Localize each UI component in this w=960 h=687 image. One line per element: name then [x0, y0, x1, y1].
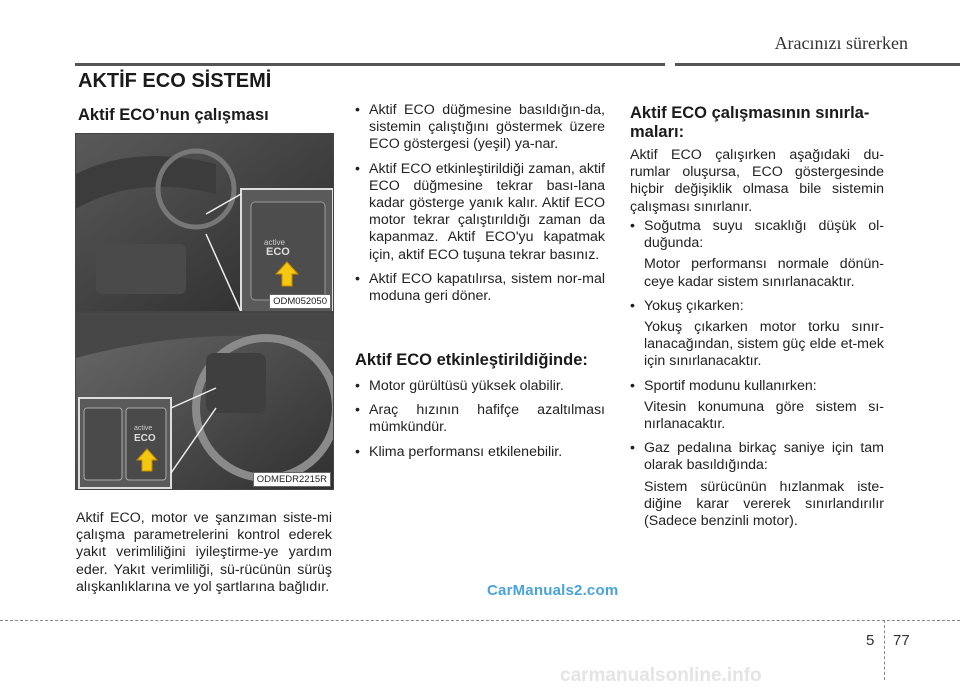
- list-item: • Klima performansı etkilenebilir.: [355, 444, 605, 461]
- figure-code: ODM052050: [269, 294, 331, 309]
- col3-heading: [630, 104, 890, 142]
- list-item: [630, 218, 884, 291]
- list-item: • Aktif ECO etkinleştirildiği zaman, aktif ECO düğmesine tekrar bası-lana kadar gösterge yanık kalır. Aktif ECO motor tekrar çalıştırıldığı zaman da kapanmaz. Aktif ECO'yu kapatmak için, aktif ECO tuşuna tekrar basınız.: [355, 161, 605, 264]
- figure-dashboard-eco-label-top: active: [134, 425, 153, 432]
- condition-label: Sportif modunu kullanırken:: [644, 377, 817, 394]
- list-item: • Aktif ECO düğmesine basıldığın-da, sistemin çalıştığını göstermek üzere ECO göstergesi (yeşil) ya-nar.: [355, 102, 605, 154]
- header-rule: [75, 63, 960, 66]
- col3-heading-line1: Aktif ECO çalışmasının sınırla-: [630, 104, 870, 122]
- figure-dashboard-eco-label-bottom: ECO: [134, 433, 156, 444]
- col3-intro: Aktif ECO çalışırken aşağıdaki du-rumlar oluşursa, ECO göstergesinde hiçbir değişiklik olmasa bile sistemin çalışması sınırlanır.: [630, 147, 884, 215]
- watermark[interactable]: CarManuals2.com: [487, 582, 619, 599]
- figure-code: ODMEDR2215R: [253, 472, 331, 487]
- figure-eco-button-label-top: active: [264, 238, 285, 247]
- condition-label: Soğutma suyu sıcaklığı düşük ol-duğunda:: [644, 218, 884, 252]
- footer-rule: [0, 620, 960, 621]
- list-item: [630, 298, 884, 371]
- figure-dashboard-eco: [75, 312, 334, 490]
- col3-condition-list: [630, 218, 884, 537]
- list-item: • Araç hızının hafifçe azaltılması mümkündür.: [355, 402, 605, 436]
- col2-bullet-list-2: [355, 378, 605, 468]
- col1-paragraph: Aktif ECO, motor ve şanzıman siste-mi çalışma parametrelerini kontrol ederek yakıt verimliliğini iyileştirme-ye yardım eder. Yakıt verimliliği, sü-rücünün sürüş alışkanlıklarına ve yol şartlarına bağlıdır.: [76, 510, 332, 595]
- condition-label: Gaz pedalına birkaç saniye için tam olarak basıldığında:: [644, 440, 884, 474]
- figure-eco-button-label-bottom: ECO: [266, 246, 290, 258]
- col1-heading: Aktif ECO’nun çalışması: [78, 106, 269, 124]
- footer-page-number: 77: [893, 632, 910, 649]
- condition-detail: Motor performansı normale dönün-ceye kadar sistem sınırlanacaktır.: [644, 256, 884, 290]
- footer-section-number: 5: [866, 632, 875, 649]
- col2-heading: Aktif ECO etkinleştirildiğinde:: [355, 351, 588, 369]
- site-watermark: carmanualsonline.info: [560, 665, 762, 686]
- condition-detail: Sistem sürücünün hızlanmak iste-diğine karar vererek sınırlandırılır (Sadece benzinli motor).: [644, 478, 884, 530]
- footer-divider: [884, 620, 885, 680]
- running-header: Aracınızı sürerken: [774, 33, 908, 53]
- col3-heading-line2: maları:: [630, 123, 685, 141]
- list-item: • Aktif ECO kapatılırsa, sistem nor-mal moduna geri döner.: [355, 271, 605, 305]
- list-item: [630, 440, 884, 530]
- dashboard-photo-2: [76, 313, 333, 489]
- list-item: • Motor gürültüsü yüksek olabilir.: [355, 378, 605, 395]
- list-item: [630, 378, 884, 434]
- figure-eco-button: [75, 133, 334, 312]
- col2-bullet-list: [355, 102, 605, 312]
- condition-label: Yokuş çıkarken:: [644, 297, 744, 314]
- dashboard-photo-1: [76, 134, 333, 311]
- condition-detail: Vitesin konumuna göre sistem sı-nırlanacaktır.: [644, 398, 884, 433]
- header-rule-gap: [665, 60, 675, 68]
- section-title: AKTİF ECO SİSTEMİ: [78, 70, 272, 92]
- condition-detail: Yokuş çıkarken motor torku sınır-lanacağından, sistem güç elde et-mek için sınırlanacaktır.: [644, 319, 884, 370]
